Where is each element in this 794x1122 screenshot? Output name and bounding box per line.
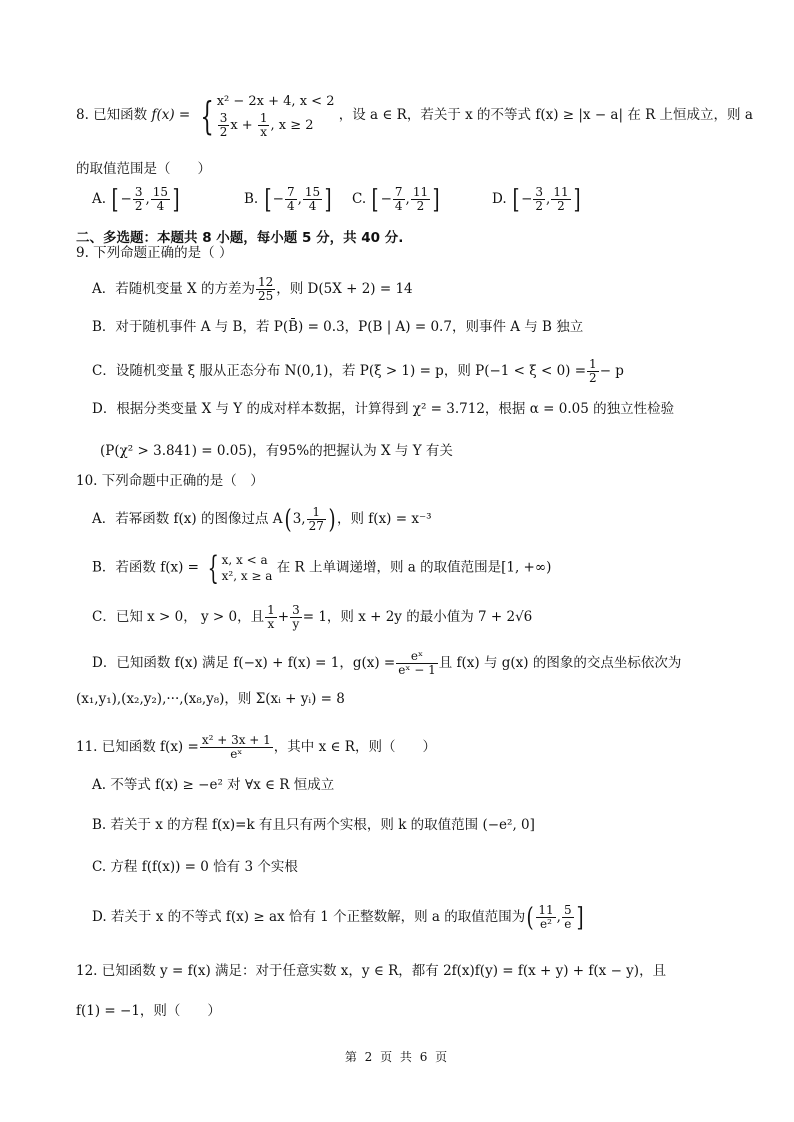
q8-piece-2-mid: x +	[230, 118, 253, 133]
q8-piece-1: x² − 2x + 4, x < 2	[216, 94, 335, 109]
q8-opt-c-d1: 4	[394, 199, 403, 213]
q11-d-d1: e²	[540, 917, 552, 931]
q8-opt-b-d2: 4	[308, 199, 317, 213]
q9-option-B: B．对于随机事件 A 与 B，若 P(B̄) = 0.3，P(B | A) = 0.7，则事件 A 与 B 独立	[92, 319, 584, 335]
q10-b-row2: x², x ≥ a	[221, 569, 273, 583]
q10-a-den: 27	[308, 519, 324, 533]
q8-opt-a-d1: 2	[134, 199, 143, 213]
q11-stem-num: x² + 3x + 1	[201, 733, 271, 747]
q10-a-num: 1	[307, 506, 326, 520]
q8-opt-d-n2: 11	[553, 185, 569, 199]
q8-opt-d-label: D.	[492, 191, 507, 207]
q11-stem	[76, 734, 436, 761]
q8-opt-a-n1: 3	[134, 185, 143, 199]
q8-piece-2-cond: , x ≥ 2	[270, 118, 314, 133]
q10-option-B: B．若函数 f(x) = { x, x < a x², x ≥ a 在 R 上单调递增，则 a 的取值范围是[1, +∞)	[92, 549, 552, 587]
q11-stem-den: eˣ	[230, 747, 243, 761]
q12-line2: f(1) = −1，则（ ）	[76, 1003, 221, 1019]
q8-opt-d-d2: 2	[557, 199, 565, 213]
q11-stem-post: ，其中 x ∈ R，则（ ）	[273, 739, 436, 755]
q8-piece-2-num: 3	[219, 111, 228, 125]
q8-piece-2-den2: x	[260, 125, 268, 139]
q9-c-post: − p	[599, 363, 624, 379]
q10-a-pre: A．若幂函数 f(x) 的图像过点 A	[92, 511, 283, 527]
q10-option-C: C．已知 x > 0， y > 0，且 $\frac{1}{x}$ + $\frac{3}{y}$ = 1，则 x + 2y 的最小值为 7 + 2√6	[92, 603, 533, 631]
q8-option-B: B. [ − $\frac{7}{4}$ , $\frac{15}{4}$ ]	[244, 184, 332, 215]
q11-option-B: B. 若关于 x 的方程 f(x)=k 有且只有两个实根，则 k 的取值范围 (−e², 0]	[92, 817, 535, 833]
q9-a-num: 12	[257, 275, 274, 289]
q8-opt-d-d1: 2	[535, 199, 544, 213]
q8-tail: 的取值范围是（ ）	[76, 161, 211, 177]
q8-piecewise: { x² − 2x + 4, x < 2 $\frac{3}{2}$ x + $\frac{1}{x}$ , x ≥ 2	[199, 93, 335, 139]
q9-c-num: 1	[589, 357, 597, 371]
q10-stem: 10. 下列命题中正确的是（ ）	[76, 473, 264, 489]
q8-opt-a-n2: 15	[152, 185, 169, 199]
q8-opt-a-label: A.	[92, 191, 107, 207]
q11-d-n2: 5	[563, 903, 572, 917]
question-8: 8. 已知函数 f(x) = { x² − 2x + 4, x < 2 $\frac{3}{2}$ x + $\frac{1}{x}$ , x ≥ 2 ，设 a ∈ R，若关于 x 的不等式 f(x) ≥ |x − a| 在 R 上恒成立，则 a	[76, 93, 753, 139]
q8-option-D: D. [ − $\frac{3}{2}$ , $\frac{11}{2}$ ]	[492, 184, 581, 215]
q9-option-C	[92, 358, 624, 385]
q10-option-D-line2: (x₁,y₁),(x₂,y₂),···,(x₈,y₈)，则 Σ(xᵢ + yᵢ) = 8	[76, 691, 345, 707]
q10-c-pre: C．已知 x > 0， y > 0，且	[92, 609, 265, 625]
q10-b-post: 在 R 上单调递增，则 a 的取值范围是[1, +∞)	[276, 559, 552, 576]
q11-option-C: C. 方程 f(f(x)) = 0 恰有 3 个实根	[92, 859, 298, 875]
q9-c-den: 2	[589, 371, 597, 385]
q8-opt-b-n2: 15	[304, 185, 321, 199]
q9-a-pre: A．若随机变量 X 的方差为	[92, 281, 255, 297]
q9-c-pre: C．设随机变量 ξ 服从正态分布 N(0,1)，若 P(ξ > 1) = p，则 P(−1 < ξ < 0) =	[92, 363, 587, 379]
q8-option-A: A. [ − $\frac{3}{2}$ , $\frac{15}{4}$ ]	[92, 184, 180, 215]
q8-piece-2-den: 2	[219, 125, 228, 139]
q8-number: 8.	[76, 107, 94, 123]
q12-line1: 12. 已知函数 y = f(x) 满足：对于任意实数 x，y ∈ R，都有 2f(x)f(y) = f(x + y) + f(x − y)，且	[76, 963, 667, 979]
q9-option-D-line2: (P(χ² > 3.841) = 0.05)，有95%的把握认为 X 与 Y 有关	[100, 443, 453, 459]
q10-c-post: = 1，则 x + 2y 的最小值为 7 + 2√6	[302, 609, 533, 625]
q10-b-pre: B．若函数 f(x) =	[92, 559, 199, 576]
q8-piece-2-num2: 1	[259, 111, 268, 125]
q8-opt-a-d2: 4	[156, 199, 165, 213]
q10-a-post: ，则 f(x) = x⁻³	[337, 511, 432, 527]
q8-opt-b-n1: 7	[286, 185, 295, 199]
q11-d-pre: D. 若关于 x 的不等式 f(x) ≥ ax 恰有 1 个正整数解，则 a 的取值范围为	[92, 909, 526, 925]
q8-opt-b-d1: 4	[286, 199, 295, 213]
q11-d-d2: e	[564, 917, 572, 931]
section-2-heading: 二、多选题：本题共 8 小题，每小题 5 分，共 40 分.	[76, 230, 404, 246]
q8-lead: 已知函数	[93, 107, 148, 123]
q9-option-A	[92, 276, 413, 303]
q8-opt-b-label: B.	[244, 191, 259, 207]
q8-opt-d-n1: 3	[535, 185, 544, 199]
q10-b-row1: x, x < a	[221, 553, 268, 567]
q10-d-pre: D．已知函数 f(x) 满足 f(−x) + f(x) = 1，g(x) =	[92, 655, 396, 671]
q10-d-den: eˣ − 1	[398, 663, 436, 677]
q9-a-post: ，则 D(5X + 2) = 14	[276, 281, 413, 297]
q10-d-post: 且 f(x) 与 g(x) 的图象的交点坐标依次为	[438, 655, 682, 671]
q9-option-D-line1: D．根据分类变量 X 与 Y 的成对样本数据，计算得到 χ² = 3.712，根据 α = 0.05 的独立性检验	[92, 401, 675, 417]
q11-option-D: D. 若关于 x 的不等式 f(x) ≥ ax 恰有 1 个正整数解，则 a 的取值范围为( $\frac{11}{\text{e²}}$ , $\frac{5}{e}$ ]	[92, 902, 584, 933]
q11-d-n1: 11	[538, 903, 554, 917]
q10-d-num: eˣ	[396, 650, 438, 664]
q8-option-C: C. [ − $\frac{7}{4}$ , $\frac{11}{2}$ ]	[352, 184, 440, 215]
q9-stem: 9. 下列命题正确的是（ ）	[76, 245, 233, 261]
q8-opt-c-d2: 2	[416, 199, 425, 213]
q10-option-D-line1	[92, 650, 681, 677]
q9-a-den: 25	[257, 289, 274, 303]
q11-stem-pre: 11. 已知函数 f(x) =	[76, 739, 199, 755]
page-footer: 第 2 页 共 6 页	[344, 1050, 450, 1064]
q8-opt-c-n2: 11	[412, 185, 429, 199]
q10-option-A: A．若幂函数 f(x) 的图像过点 A( 3, $\frac{1}{27}$ ) ，则 f(x) = x⁻³	[92, 504, 432, 535]
q8-opt-c-n1: 7	[394, 185, 403, 199]
q8-opt-c-label: C.	[352, 191, 367, 207]
q8-mid: ，设 a ∈ R，若关于 x 的不等式 f(x) ≥ |x − a| 在 R 上恒成立，则 a	[338, 107, 753, 123]
q11-option-A: A. 不等式 f(x) ≥ −e² 对 ∀x ∈ R 恒成立	[92, 777, 335, 793]
